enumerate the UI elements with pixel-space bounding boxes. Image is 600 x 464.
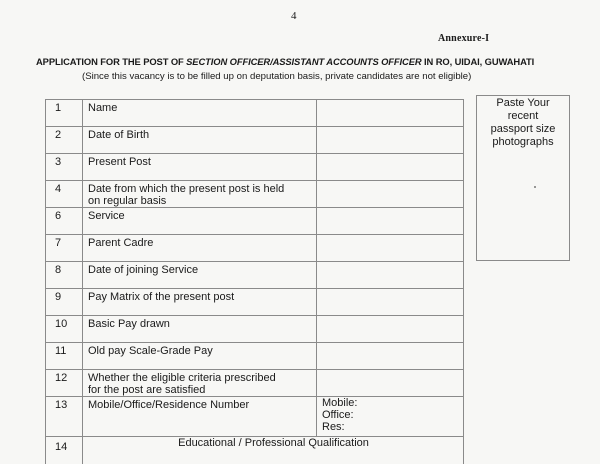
table-row xyxy=(46,316,464,343)
row-label-name: Name xyxy=(83,100,317,127)
photo-line-4: photographs xyxy=(492,136,554,148)
row-number: 10 xyxy=(46,316,83,343)
row-label-old-pay-scale: Old pay Scale-Grade Pay xyxy=(83,343,317,370)
dob-field[interactable] xyxy=(317,127,464,154)
table-row xyxy=(46,127,464,154)
row-label-joining-date: Date of joining Service xyxy=(83,262,317,289)
row-label-pay-matrix: Pay Matrix of the present post xyxy=(83,289,317,316)
row-number: 13 xyxy=(46,397,83,437)
row-number: 4 xyxy=(46,181,83,208)
row-number: 7 xyxy=(46,235,83,262)
row-number: 9 xyxy=(46,289,83,316)
table-row xyxy=(46,343,464,370)
parent-cadre-field[interactable] xyxy=(317,235,464,262)
row-number: 12 xyxy=(46,370,83,397)
row-label-line2: on regular basis xyxy=(88,195,167,207)
residence-label: Res: xyxy=(322,421,345,433)
row-label-date-held xyxy=(83,181,317,208)
photo-instructions xyxy=(477,96,569,149)
title-suffix: IN RO, UIDAI, GUWAHATI xyxy=(421,56,535,67)
row-label-basic-pay: Basic Pay drawn xyxy=(83,316,317,343)
date-held-field[interactable] xyxy=(317,181,464,208)
table-row xyxy=(46,289,464,316)
row-label-line1: Date from which the present post is held xyxy=(88,183,285,195)
annexure-label: Annexure-I xyxy=(438,33,490,44)
contact-field[interactable] xyxy=(317,397,464,437)
form-subtitle: (Since this vacancy is to be filled up on deputation basis, private candidates are not eligible) xyxy=(82,71,472,82)
page-number: 4 xyxy=(291,10,297,22)
row-number: 1 xyxy=(46,100,83,127)
row-label-line1: Whether the eligible criteria prescribed xyxy=(88,372,276,384)
photo-line-1: Paste Your xyxy=(496,97,550,109)
row-number: 6 xyxy=(46,208,83,235)
photo-line-2: recent xyxy=(507,110,539,122)
row-number: 2 xyxy=(46,127,83,154)
form-title xyxy=(36,56,576,67)
table-row xyxy=(46,397,464,437)
title-prefix: APPLICATION FOR THE POST OF xyxy=(36,56,187,67)
row-label-service: Service xyxy=(83,208,317,235)
name-field[interactable] xyxy=(317,100,464,127)
row-label-dob: Date of Birth xyxy=(83,127,317,154)
row-label-line2: for the post are satisfied xyxy=(88,384,206,396)
pay-matrix-field[interactable] xyxy=(317,289,464,316)
basic-pay-field[interactable] xyxy=(317,316,464,343)
row-number: 3 xyxy=(46,154,83,181)
old-pay-scale-field[interactable] xyxy=(317,343,464,370)
row-number: 8 xyxy=(46,262,83,289)
table-row xyxy=(46,154,464,181)
eligibility-field[interactable] xyxy=(317,370,464,397)
row-label-qualification: Educational / Professional Qualification xyxy=(83,437,464,464)
row-label-parent-cadre: Parent Cadre xyxy=(83,235,317,262)
application-form-table xyxy=(45,99,464,464)
service-field[interactable] xyxy=(317,208,464,235)
row-number: 14 xyxy=(46,437,83,464)
row-number: 11 xyxy=(46,343,83,370)
joining-date-field[interactable] xyxy=(317,262,464,289)
table-row xyxy=(46,437,464,464)
photo-line-3: passport size xyxy=(490,123,556,135)
mobile-label: Mobile: xyxy=(322,397,358,409)
row-label-contact: Mobile/Office/Residence Number xyxy=(83,397,317,437)
title-post: SECTION OFFICER/ASSISTANT ACCOUNTS OFFICER xyxy=(186,56,422,67)
row-label-present-post: Present Post xyxy=(83,154,317,181)
table-row xyxy=(46,181,464,208)
table-row xyxy=(46,100,464,127)
table-row xyxy=(46,235,464,262)
photo-box[interactable] xyxy=(476,95,570,261)
present-post-field[interactable] xyxy=(317,154,464,181)
office-label: Office: xyxy=(322,409,354,421)
row-label-eligibility xyxy=(83,370,317,397)
table-row xyxy=(46,208,464,235)
table-row xyxy=(46,262,464,289)
table-row xyxy=(46,370,464,397)
dot-mark xyxy=(534,186,536,188)
